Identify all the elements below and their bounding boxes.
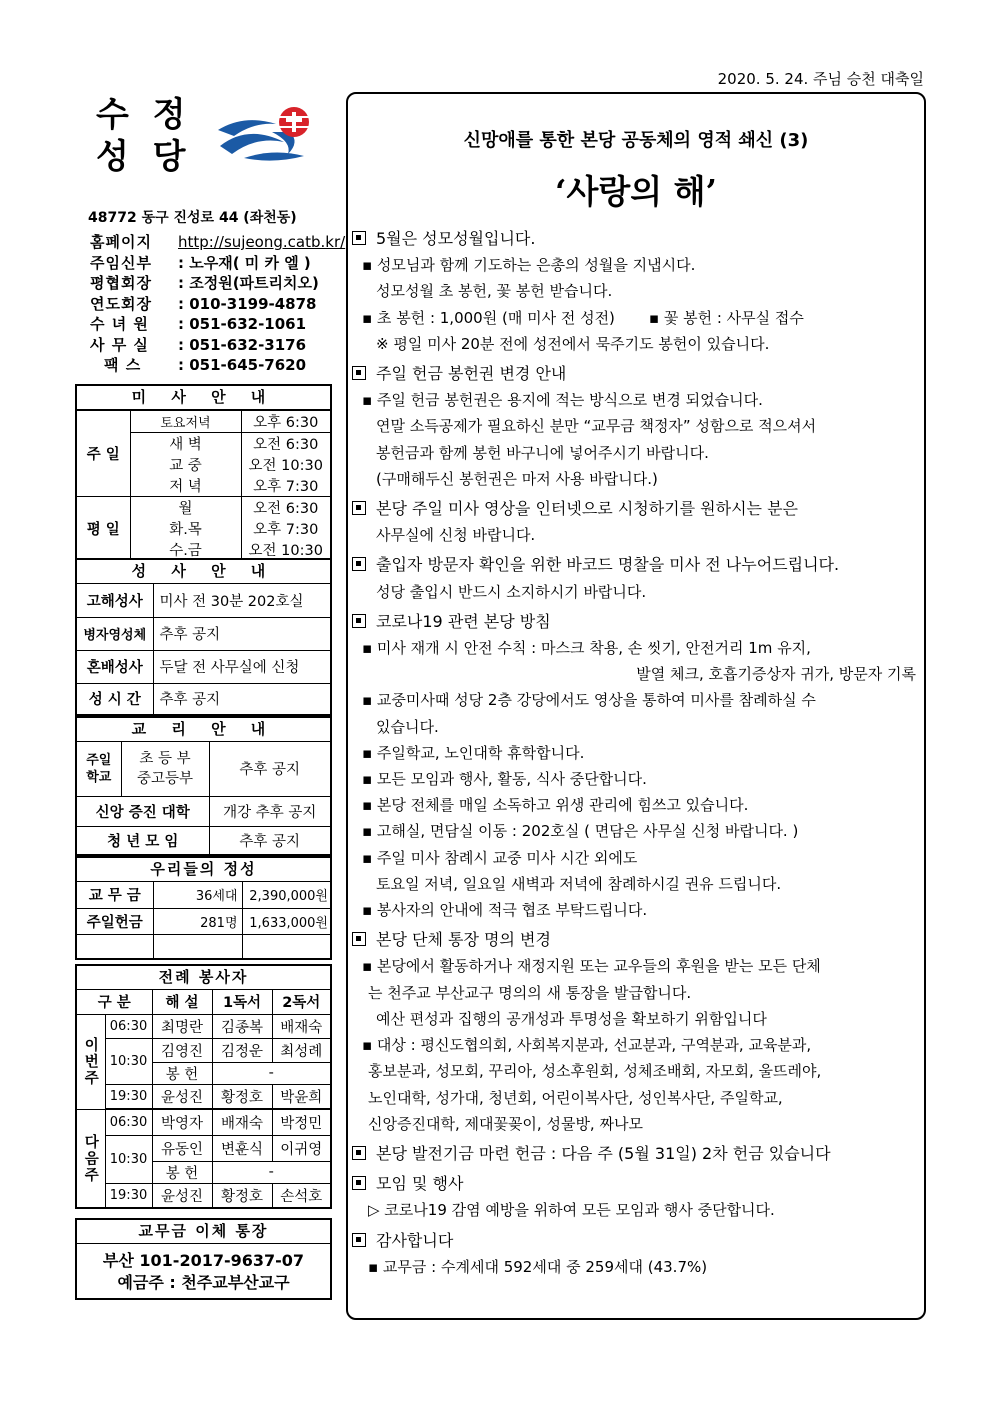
mass-time: 오전 10:30 [241, 454, 330, 475]
liturgy-commentator: 유동인 [152, 1135, 212, 1161]
bullet-line: ▪ 성모님과 함께 기도하는 은총의 성월을 지냅시다. [362, 256, 696, 275]
note-line: ※ 평일 미사 20분 전에 성전에서 묵주기도 봉헌이 있습니다. [376, 334, 770, 353]
doctrine-value: 추후 공지 [209, 826, 330, 854]
mass-name: 월 [130, 497, 241, 519]
mass-name: 교 중 [130, 454, 241, 475]
contact-key: 연도회장 [90, 294, 152, 313]
offering-amount: 1,633,000원 [242, 908, 330, 934]
square-bullet-icon [352, 366, 366, 380]
text-line: (구매해두신 봉헌권은 마저 사용 바랍니다.) [376, 469, 658, 488]
contact-row [90, 355, 345, 376]
section-title: 주일 헌금 봉헌권 변경 안내 [376, 364, 567, 384]
offering-info [75, 856, 332, 960]
contact-value: : 051-632-3176 [178, 335, 307, 354]
square-bullet-icon [352, 231, 366, 245]
contact-row [90, 294, 345, 315]
contact-value: : 010-3199-4878 [178, 294, 317, 313]
liturgy-col: 1독서 [212, 990, 272, 1014]
sunday-school-label-line: 학교 [86, 769, 112, 785]
liturgy-time: 19:30 [105, 1084, 152, 1108]
liturgy-reader2: 박윤희 [272, 1084, 330, 1108]
text-line: 는 천주교 부산교구 명의의 새 통장을 발급합니다. [368, 983, 692, 1002]
text-line: 홍보분과, 성모회, 꾸리아, 성소후원회, 성체조배회, 자모회, 울뜨레야, [368, 1062, 822, 1081]
contact-key: 평협회장 [90, 274, 152, 292]
bullet-line [352, 305, 920, 331]
liturgy-time: 06:30 [105, 1109, 152, 1135]
offering-amount: 2,390,000원 [242, 882, 330, 908]
bullet-line: ▪ 모든 모임과 행사, 활동, 식사 중단합니다. [362, 770, 647, 789]
sacrament-key: 성 시 간 [77, 683, 153, 714]
section-title: 본당 단체 통장 명의 변경 [376, 930, 551, 950]
mass-name: 화.목 [130, 518, 241, 539]
doctrine-header: 교 리 안 내 [77, 718, 330, 742]
liturgy-reader1: 배재숙 [212, 1109, 272, 1135]
offertory-label: 봉 헌 [152, 1062, 212, 1084]
text-line: ▪ 교무금 : 수계세대 592세대 중 259세대 (43.7%) [368, 1257, 708, 1276]
liturgy-commentator: 박영자 [152, 1109, 212, 1135]
church-name-line1: 수 정 [96, 95, 192, 135]
offering-table [77, 882, 330, 958]
sacrament-value: 두달 전 사무실에 신청 [153, 650, 330, 683]
weekday-label: 평 일 [77, 497, 130, 561]
square-bullet-icon [352, 614, 366, 628]
bullet-line: ▪ 교중미사때 성당 2층 강당에서도 영상을 통하여 미사를 참례하실 수 [362, 691, 816, 710]
mass-schedule [75, 384, 332, 562]
this-week-label: 이번주 [77, 1014, 105, 1109]
mass-name: 저 녁 [130, 475, 241, 497]
mass-table [77, 410, 330, 560]
contact-key: 팩 스 [104, 356, 142, 374]
section-title: 본당 주일 미사 영상을 인터넷으로 시청하기를 원하시는 분은 [376, 499, 799, 519]
mass-time: 오전 10:30 [241, 539, 330, 560]
section-heading [352, 1228, 920, 1254]
liturgy-time: 06:30 [105, 1014, 152, 1038]
text-line: 노인대학, 성가대, 청년회, 어린이복사단, 성인복사단, 주일학교, [368, 1088, 783, 1107]
liturgy-volunteers [75, 964, 332, 1209]
liturgy-reader1: 황정호 [212, 1084, 272, 1108]
offering-count: 36세대 [153, 882, 242, 908]
bullet-line: ▪ 주일학교, 노인대학 휴학합니다. [362, 743, 585, 762]
liturgy-time: 10:30 [105, 1135, 152, 1183]
liturgy-table [77, 990, 330, 1207]
sunday-school-label-line: 주일 [86, 752, 112, 768]
mass-time: 오후 7:30 [241, 518, 330, 539]
contact-key: 주임신부 [90, 253, 152, 272]
sacrament-key: 병자영성체 [77, 617, 153, 650]
text-line: 신앙증진대학, 제대꽃꽂이, 성물방, 짜나모 [368, 1114, 643, 1133]
bulletin-subtitle: 신망애를 통한 본당 공동체의 영적 쇄신 (3) [463, 130, 809, 151]
sacrament-info [75, 558, 332, 716]
bullet-line: ▪ 고해실, 면담실 이동 : 202호실 ( 면담은 사무실 신청 바랍니다. ) [362, 822, 799, 841]
school-division-item: 초 등 부 [139, 750, 191, 767]
contact-row [90, 253, 345, 274]
offering-header: 우리들의 정성 [77, 858, 330, 882]
sacrament-key: 고해성사 [77, 584, 153, 617]
doctrine-key: 신앙 증진 대학 [77, 796, 209, 826]
account-holder: 예금주 : 천주교부산교구 [117, 1273, 290, 1292]
bullet-line: ▪ 주일 미사 참례시 교중 미사 시간 외에도 [362, 848, 638, 867]
offering-amount [242, 934, 330, 958]
year-theme: ‘사랑의 해’ [555, 172, 717, 211]
sacrament-header: 성 사 안 내 [77, 560, 330, 584]
bullet-text: ▪ 초 봉헌 : 1,000원 (매 미사 전 성전) [362, 308, 615, 327]
contact-value: : 051-632-1061 [178, 315, 307, 333]
square-bullet-icon [352, 1176, 366, 1190]
church-name [96, 94, 192, 178]
text-line: 예산 편성과 집행의 공개성과 투명성을 확보하기 위함입니다 [376, 1009, 767, 1028]
offering-key [77, 934, 153, 958]
section-title: 출입자 방문자 확인을 위한 바코드 명찰을 미사 전 나누어드립니다. [376, 555, 840, 575]
liturgy-commentator: 최명란 [152, 1014, 212, 1038]
sacrament-table [77, 584, 330, 714]
contact-value: : 노우재( 미 카 엘 ) [178, 253, 311, 272]
text-line: 성모성월 초 봉헌, 꽃 봉헌 받습니다. [376, 282, 613, 301]
section-heading [352, 1141, 920, 1167]
liturgy-header: 전례 봉사자 [77, 966, 330, 990]
sacrament-value: 추후 공지 [153, 683, 330, 714]
next-week-label: 다음주 [77, 1109, 105, 1207]
section-title: 본당 발전기금 마련 헌금 : 다음 주 (5월 31일) 2차 헌금 있습니다 [376, 1143, 831, 1163]
doctrine-info [75, 716, 332, 856]
section-heading [352, 609, 920, 635]
section-heading [352, 496, 920, 522]
section-heading [352, 1171, 920, 1197]
offertory-value: - [212, 1161, 330, 1183]
bullet-line: ▪ 주일 헌금 봉헌권은 용지에 적는 방식으로 변경 되었습니다. [362, 391, 763, 410]
liturgy-col: 해 설 [152, 990, 212, 1014]
liturgy-commentator: 윤성진 [152, 1084, 212, 1108]
section-heading [352, 361, 920, 387]
contact-key: 홈페이지 [90, 233, 152, 251]
contact-value: : 051-645-7620 [178, 356, 307, 374]
bulletin-date: 2020. 5. 24. 주님 승천 대축일 [717, 70, 924, 88]
text-line: 사무실에 신청 바랍니다. [376, 526, 536, 545]
bullet-line: ▪ 미사 재개 시 안전 수칙 : 마스크 착용, 손 씻기, 안전거리 1m 유지, [362, 639, 811, 658]
doctrine-value: 개강 추후 공지 [209, 796, 330, 826]
liturgy-reader2: 이귀영 [272, 1135, 330, 1161]
square-bullet-icon [352, 1146, 366, 1160]
bullet-line: ▪ 본당 전체를 매일 소독하고 위생 관리에 힘쓰고 있습니다. [362, 796, 749, 815]
liturgy-col: 2독서 [272, 990, 330, 1014]
liturgy-reader2: 손석호 [272, 1183, 330, 1207]
text-line: 토요일 저녁, 일요일 새벽과 저녁에 참례하시길 권유 드립니다. [376, 874, 782, 893]
sacrament-key: 혼배성사 [77, 650, 153, 683]
contact-row [90, 314, 345, 335]
contact-row [90, 273, 345, 294]
liturgy-commentator: 김영진 [152, 1038, 212, 1062]
account-number: 부산 101-2017-9637-07 [102, 1251, 305, 1270]
section-title: 감사합니다 [376, 1230, 454, 1250]
bullet-line: ▪ 봉사자의 안내에 적극 협조 부탁드립니다. [362, 901, 648, 920]
announcements-box [346, 92, 926, 1320]
mass-time: 오후 6:30 [241, 411, 330, 433]
account-info [75, 1218, 332, 1300]
section-heading [352, 552, 920, 578]
liturgy-reader2: 배재숙 [272, 1014, 330, 1038]
contact-value: : 조정원(파트리치오) [178, 274, 319, 292]
bullet-text: ▪ 꽃 봉헌 : 사무실 접수 [648, 308, 804, 327]
section-heading [352, 226, 920, 252]
school-value: 추후 공지 [209, 742, 330, 796]
liturgy-reader1: 변훈식 [212, 1135, 272, 1161]
mass-header: 미 사 안 내 [77, 386, 330, 410]
mass-time: 오전 6:30 [241, 497, 330, 519]
announcements [352, 226, 920, 1280]
church-address: 48772 동구 진성로 44 (좌천동) [88, 210, 297, 226]
doctrine-table [77, 742, 330, 854]
liturgy-commentator: 윤성진 [152, 1183, 212, 1207]
offertory-value: - [212, 1062, 330, 1084]
square-bullet-icon [352, 557, 366, 571]
school-division [121, 742, 209, 796]
liturgy-reader1: 김정운 [212, 1038, 272, 1062]
contact-row [90, 335, 345, 356]
bullet-line: ▪ 대상 : 평신도협의회, 사회복지분과, 선교분과, 구역분과, 교육분과, [362, 1036, 812, 1055]
contact-list [90, 232, 345, 376]
square-bullet-icon [352, 501, 366, 515]
church-logo-icon [214, 102, 314, 164]
liturgy-time: 10:30 [105, 1038, 152, 1084]
offertory-label: 봉 헌 [152, 1161, 212, 1183]
section-title: 5월은 성모성월입니다. [376, 229, 536, 248]
homepage-link[interactable]: http://sujeong.catb.kr/ [178, 233, 346, 251]
square-bullet-icon [352, 1233, 366, 1247]
doctrine-key: 청 년 모 임 [77, 826, 209, 854]
liturgy-reader1: 황정호 [212, 1183, 272, 1207]
offering-count [153, 934, 242, 958]
mass-name: 새 벽 [130, 433, 241, 455]
square-bullet-icon [352, 932, 366, 946]
liturgy-reader1: 김종복 [212, 1014, 272, 1038]
church-name-line2: 성 당 [96, 137, 192, 177]
contact-row [90, 232, 345, 253]
sacrament-value: 미사 전 30분 202호실 [153, 584, 330, 617]
text-line: 발열 체크, 호흡기증상자 귀가, 방문자 기록 [636, 665, 916, 684]
liturgy-reader2: 박정민 [272, 1109, 330, 1135]
sunday-label: 주 일 [77, 411, 130, 497]
offering-key: 교 무 금 [77, 882, 153, 908]
text-line: 봉헌금과 함께 봉헌 바구니에 넣어주시기 바랍니다. [376, 443, 709, 462]
mass-time: 오후 7:30 [241, 475, 330, 497]
liturgy-col: 구 분 [77, 990, 152, 1014]
liturgy-time: 19:30 [105, 1183, 152, 1207]
contact-key: 사 무 실 [90, 335, 149, 354]
bullet-line: ▪ 본당에서 활동하거나 재정지원 또는 교우들의 후원을 받는 모든 단체 [362, 957, 821, 976]
offering-key: 주일헌금 [77, 908, 153, 934]
account-header: 교무금 이체 통장 [77, 1220, 330, 1244]
school-division-item: 중고등부 [136, 770, 194, 787]
sunday-school-label [77, 742, 121, 796]
text-line: ▷ 코로나19 감염 예방을 위하여 모든 모임과 행사 중단합니다. [368, 1201, 775, 1220]
contact-key: 수 녀 원 [90, 315, 149, 333]
text-line: 성당 출입시 반드시 소지하시기 바랍니다. [376, 582, 647, 601]
offering-count: 281명 [153, 908, 242, 934]
text-line: 연말 소득공제가 필요하신 분만 “교무금 책정자” 성함으로 적으셔서 [376, 417, 817, 436]
section-title: 코로나19 관련 본당 방침 [376, 611, 551, 631]
mass-time: 오전 6:30 [241, 433, 330, 455]
account-details [77, 1244, 330, 1294]
section-title: 모임 및 행사 [376, 1174, 464, 1194]
sacrament-value: 추후 공지 [153, 617, 330, 650]
text-line: 있습니다. [376, 717, 439, 736]
mass-name: 토요저녁 [130, 411, 241, 433]
mass-name: 수.금 [130, 539, 241, 560]
section-heading [352, 927, 920, 953]
liturgy-reader2: 최성례 [272, 1038, 330, 1062]
